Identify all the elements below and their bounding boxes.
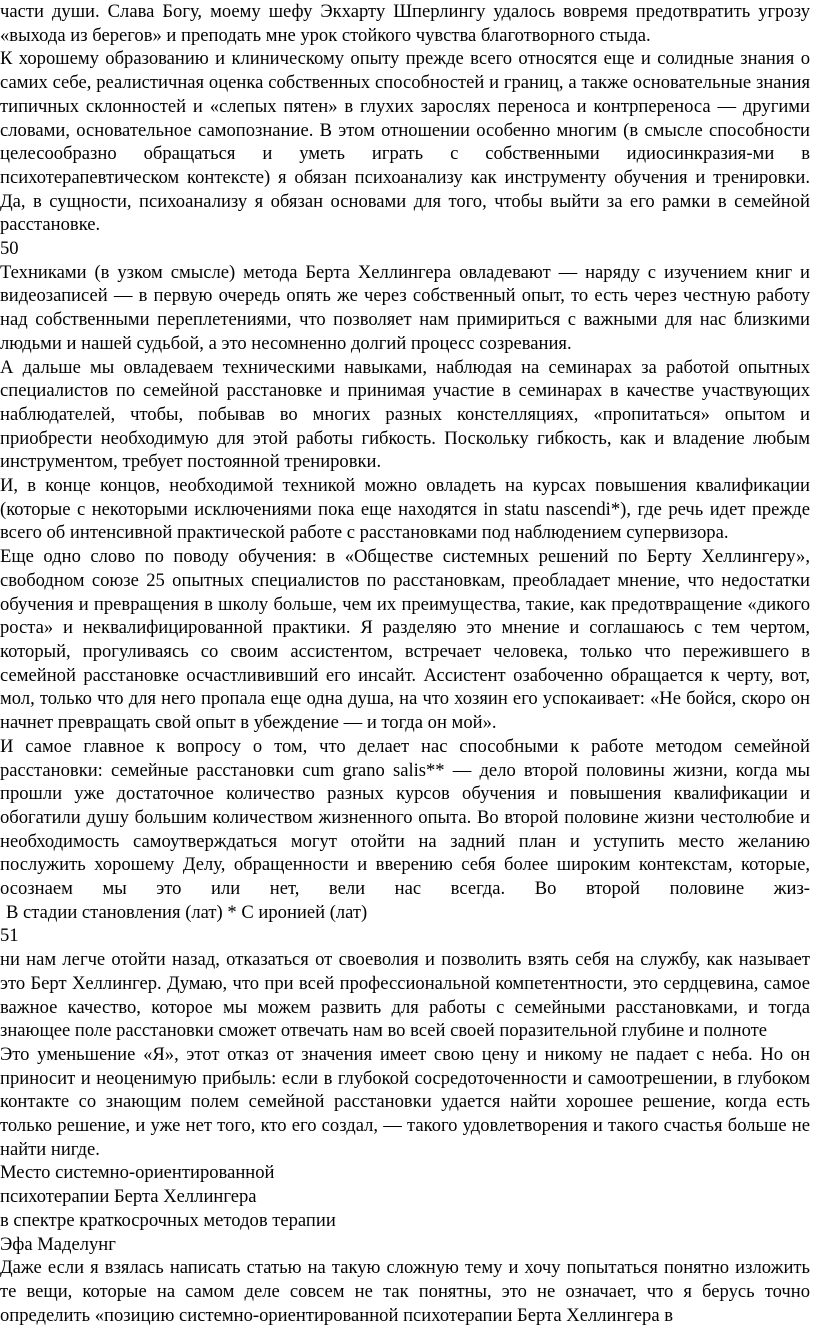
author-name: Эфа Маделунг [0,1233,116,1255]
section-heading: Место системно-ориентированной [0,1162,275,1184]
page-number: 51 [0,925,19,947]
paragraph: А дальше мы овладеваем техническими навыками, наблюдая на семинарах за работой опытных специалистов по семейной расстановке и принимая участие в семинарах в качестве участвующих наблюдателей, чтобы, побывав во многих разных констелляциях, «пропитаться» опытом и приобрести необходимую для этой работы гибкость. Поскольку гибкость, как и владение любым инструментом, требует постоянной тренировки. [0,356,810,473]
paragraph: ни нам легче отойти назад, отказаться от своеволия и позволить взять себя на службу, как называет это Берт Хеллингер. Думаю, что при всей профессиональной компетентности, это сердцевина, самое важное качество, которое мы можем развить для работы с семейными расстановками, и тогда знающее поле расстановки сможет отвечать нам во всей своей поразительной глубине и полноте [0,949,810,1042]
footnote: В стадии становления (лат) * С иронией (лат) [6,901,368,923]
paragraph: Даже если я взялась написать статью на такую сложную тему и хочу попытаться понятно изложить те вещи, которые на самом деле совсем не так понятны, это не означает, что я берусь точно определить «позицию системно-ориентированной психотерапии Берта Хеллингера в [0,1257,810,1326]
section-heading: в спектре краткосрочных методов терапии [0,1209,336,1231]
section-heading: психотерапии Берта Хеллингера [0,1186,257,1208]
paragraph: Техниками (в узком смысле) метода Берта Хеллингера овладевают — наряду с изучением книг и видеозаписей — в первую очередь опять же через собственный опыт, то есть через честную работу над собственными переплетениями, что позволяет нам примириться с важными для нас близкими людьми и нашей судьбой, а это несомненно долгий процесс созревания. [0,261,810,354]
paragraph: части души. Слава Богу, моему шефу Экхарту Шперлингу удалось вовремя предотвратить угрозу «выхода из берегов» и преподать мне урок стойкого чувства благотворного стыда. [0,1,810,46]
paragraph: Еще одно слово по поводу обучения: в «Обществе системных решений по Берту Хеллингеру», свободном союзе 25 опытных специалистов по расстановкам, преобладает мнение, что недостатки обучения и превращения в школу больше, чем их преимущества, такие, как предотвращение «дикого роста» и неквалифицированной практики. Я разделяю это мнение и соглашаюсь с тем чертом, который, прогуливаясь со своим ассистентом, встречает человека, только что пережившего в семейной расстановке осчастлививший его инсайт. Ассистент озабоченно обращается к черту, вот, мол, только что для него пропала еще одна душа, на что хозяин его успокаивает: «Не бойся, скоро он начнет превращать свой опыт в убеждение — и тогда он мой». [0,546,810,734]
paragraph: И, в конце концов, необходимой техникой можно овладеть на курсах повышения квалификации (которые с некоторыми исключениями пока еще находятся in statu nascendi*), где речь идет прежде всего об интенсивной практической работе с расстановками под наблюдением супервизора. [0,475,810,544]
page-number: 50 [0,238,19,260]
paragraph: К хорошему образованию и клиническому опыту прежде всего относятся еще и солидные знания о самих себе, реалистичная оценка собственных способностей и границ, а также основательные знания типичных склонностей и «слепых пятен» в глухих зарослях переноса и контрпереноса — другими словами, основательное самопознание. В этом отношении особенно многим (в смысле способности целесообразно обращаться и уметь играть с собственными идиосинкразия-ми в психотерапевтическом контексте) я обязан психоанализу как инструменту обучения и тренировки. Да, в сущности, психоанализу я обязан основами для того, чтобы выйти за его рамки в семейной расстановке. [0,48,810,236]
paragraph: Это уменьшение «Я», этот отказ от значения имеет свою цену и никому не падает с неба. Но он приносит и неоценимую прибыль: если в глубокой сосредоточенности и самоотрешении, в глубоком контакте со знающим полем семейной расстановки удается найти хорошее решение, когда есть только решение, и уже нет того, кто его создал, — такого удовлетворения и такого счастья больше не найти нигде. [0,1043,810,1160]
paragraph: И самое главное к вопросу о том, что делает нас способными к работе методом семейной расстановки: семейные расстановки cum grano salis** — дело второй половины жизни, когда мы прошли уже достаточное количество разных курсов обучения и повышения квалификации и обогатили душу большим количеством жизненного опыта. Во второй половине жизни честолюбие и необходимость самоутверждаться могут отойти на задний план и уступить место желанию послужить хорошему Делу, обращенности и вверению себя более широким контекстам, которые, осознаем мы это или нет, вели нас всегда. Во второй половине жиз- [0,735,810,900]
